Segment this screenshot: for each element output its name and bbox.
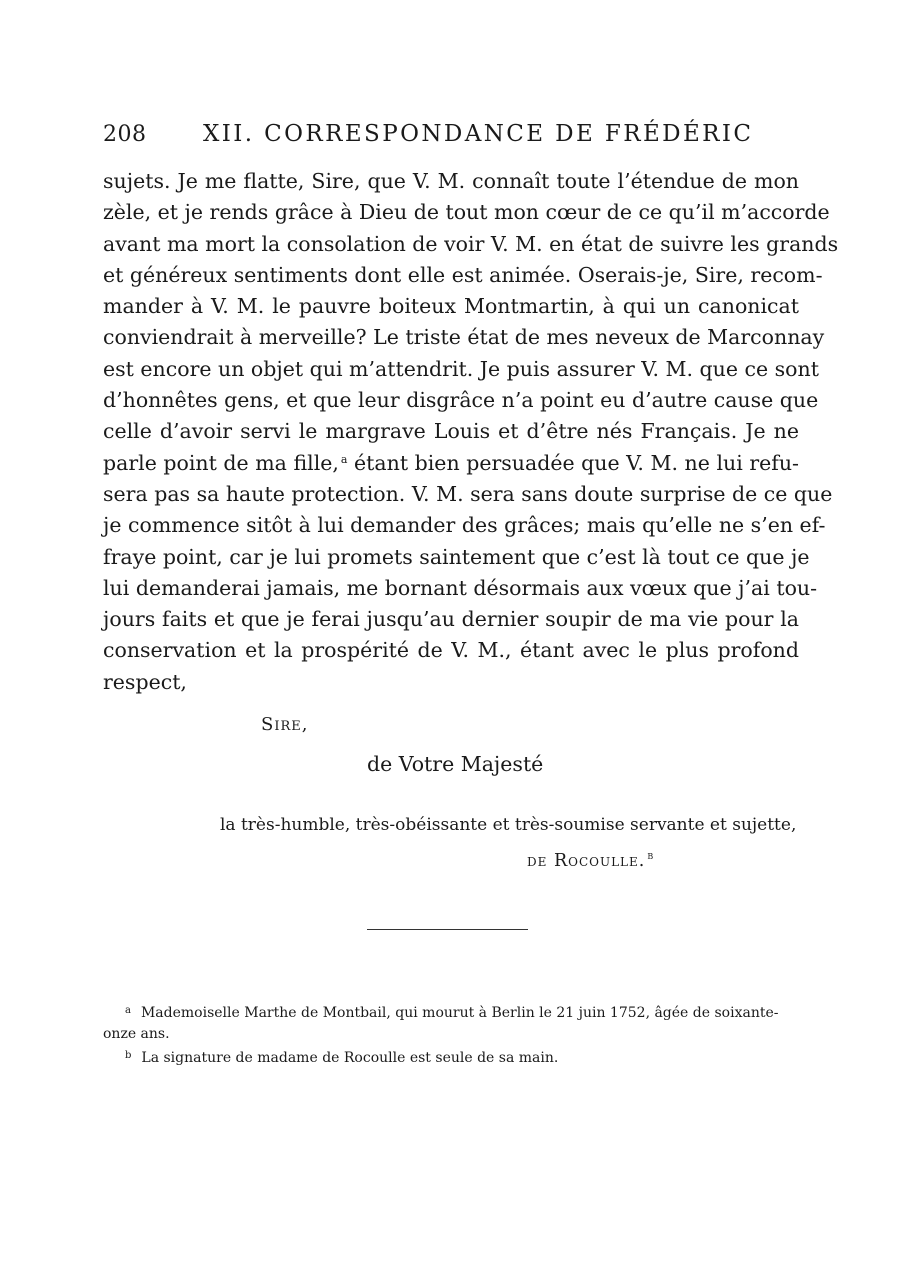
letter-body: [103, 166, 839, 698]
body-line: respect,: [103, 669, 187, 694]
running-head: XII. CORRESPONDANCE DE FRÉDÉRIC: [203, 121, 754, 147]
footnote-ref-b: b: [647, 849, 655, 862]
separator-rule: [367, 929, 528, 930]
body-line: celle d’avoir servi le margrave Louis et d’être nés Français. Je ne: [103, 419, 799, 444]
body-line: mander à V. M. le pauvre boiteux Montmartin, à qui un canonicat: [103, 294, 799, 319]
body-line: est encore un objet qui m’attendrit. Je puis assurer V. M. que ce sont: [103, 356, 819, 381]
body-line: sera pas sa haute protection. V. M. sera sans doute surprise de ce que: [103, 481, 833, 506]
body-line-with-footnote: [103, 448, 799, 479]
closing-formula: de Votre Majesté: [367, 752, 544, 776]
footnote-text: Mademoiselle Marthe de Montbail, qui mourut à Berlin le 21 juin 1752, âgée de soixante-: [140, 1005, 779, 1021]
body-line: lui demanderai jamais, me bornant désormais aux vœux que j’ai tou-: [103, 575, 818, 600]
footnote-a: [103, 1000, 799, 1024]
signature: [527, 851, 654, 871]
footnote-a-continuation: onze ans.: [103, 1026, 170, 1042]
body-line: avant ma mort la consolation de voir V. M. en état de suivre les grands: [103, 231, 839, 256]
body-line: et généreux sentiments dont elle est animée. Oserais-je, Sire, recom-: [103, 262, 823, 287]
footnote-ref-a: a: [340, 452, 348, 466]
body-line: je commence sitôt à lui demander des grâces; mais qu’elle ne s’en ef-: [103, 513, 826, 538]
body-line: fraye point, car je lui promets saintement que c’est là tout ce que je: [103, 544, 810, 569]
body-line: sujets. Je me flatte, Sire, que V. M. connaît toute l’étendue de mon: [103, 169, 799, 193]
body-line-text: étant bien persuadée que V. M. ne lui refu-: [347, 450, 799, 475]
footnotes: [103, 1000, 799, 1069]
footnote-text: La signature de madame de Rocoulle est seule de sa main.: [141, 1050, 559, 1066]
body-line-text: parle point de ma fille,: [103, 450, 339, 475]
body-line: zèle, et je rends grâce à Dieu de tout mon cœur de ce qu’il m’accorde: [103, 200, 830, 225]
signature-name: de Rocoulle.: [527, 851, 646, 871]
body-line: d’honnêtes gens, et que leur disgrâce n’a point eu d’autre cause que: [103, 388, 819, 413]
salutation: Sire,: [261, 714, 309, 735]
footnote-mark: a: [125, 1005, 131, 1016]
footnote-mark: b: [125, 1050, 132, 1061]
body-line: jours faits et que je ferai jusqu’au dernier soupir de ma vie pour la: [103, 607, 799, 632]
body-line: conservation et la prospérité de V. M., étant avec le plus profond: [103, 638, 799, 663]
footnote-b: [103, 1045, 799, 1069]
body-line: conviendrait à merveille? Le triste état de mes neveux de Marconnay: [103, 325, 825, 350]
servant-line: la très-humble, très-obéissante et très-soumise servante et sujette,: [220, 815, 797, 835]
page-number: 208: [103, 122, 147, 147]
